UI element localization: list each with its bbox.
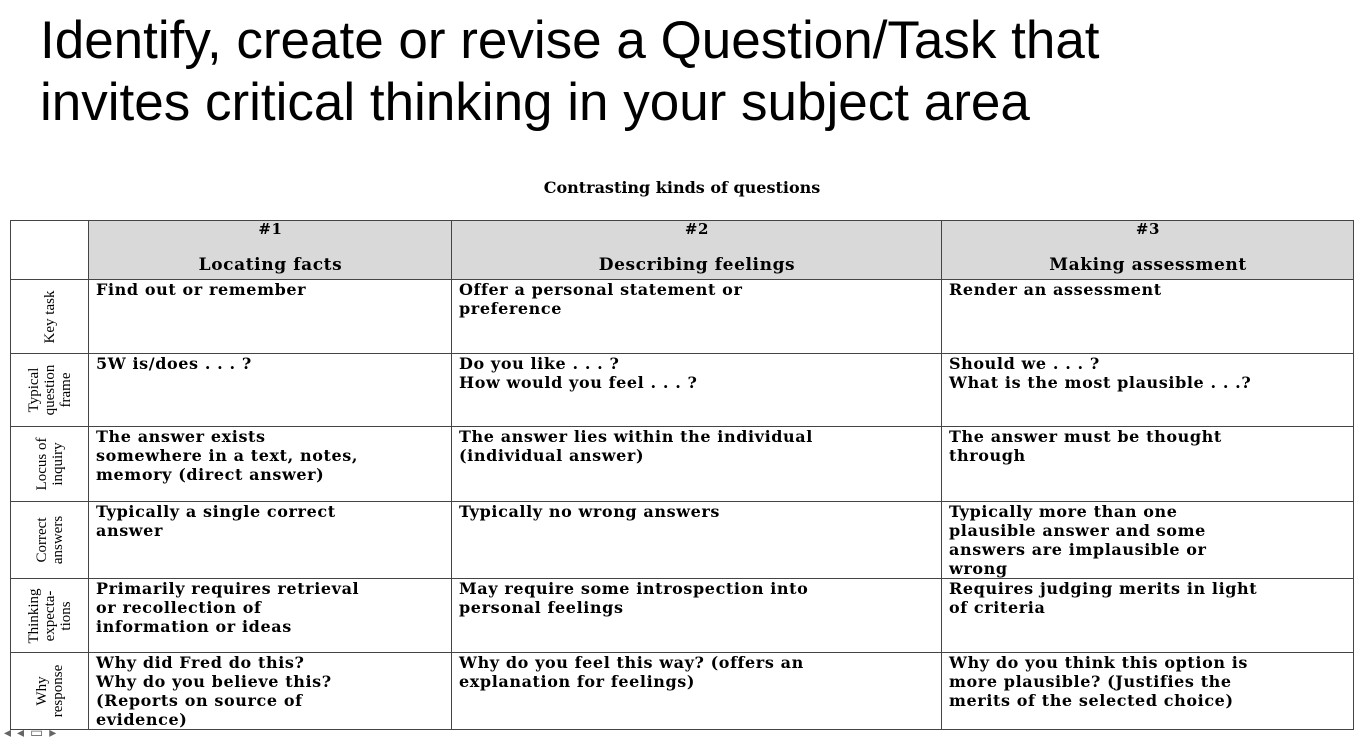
table-cell (89, 579, 452, 653)
row-header (11, 427, 89, 502)
table-cell (942, 579, 1354, 653)
row-header-line: Thinking (25, 588, 42, 643)
table-cell (942, 502, 1354, 579)
cell-line: somewhere in a text, notes, (96, 446, 359, 465)
slide-nav-controls[interactable]: ◂◂▭▸ (4, 724, 63, 740)
table-row (11, 427, 1354, 502)
table-cell (89, 653, 452, 730)
cell-line: answer (96, 521, 163, 540)
cell-line: 5W is/does . . . ? (96, 354, 252, 373)
row-header-line: Why (33, 676, 50, 706)
cell-line: Why do you feel this way? (offers an (459, 653, 804, 672)
row-header-line: Typical (25, 367, 42, 413)
table-cell (452, 653, 942, 730)
row-header (11, 502, 89, 579)
row-header (11, 579, 89, 653)
column-header-3 (942, 221, 1354, 280)
cell-line: Why do you believe this? (96, 672, 332, 691)
column-header-2 (452, 221, 942, 280)
column-number: #3 (1135, 220, 1161, 238)
table-cell (942, 427, 1354, 502)
row-header-line: Key task (41, 290, 58, 343)
row-header-line: inquiry (49, 442, 66, 486)
cell-line: The answer lies within the individual (459, 427, 813, 446)
row-header-line: answers (49, 515, 66, 565)
table-cell (89, 354, 452, 427)
table-caption: Contrasting kinds of questions (543, 178, 821, 197)
table-row (11, 502, 1354, 579)
column-name: Making assessment (1049, 255, 1247, 275)
cell-line: Should we . . . ? (949, 354, 1100, 373)
cell-line: The answer exists (96, 427, 266, 446)
cell-line: or recollection of (96, 598, 262, 617)
table-cell (452, 280, 942, 354)
cell-line: through (949, 446, 1026, 465)
column-name: Locating facts (198, 255, 343, 275)
row-header-line: tions (57, 600, 74, 631)
cell-line: preference (459, 299, 563, 318)
cell-line: information or ideas (96, 617, 292, 636)
row-header (11, 280, 89, 354)
row-header (11, 354, 89, 427)
cell-line: answers are implausible or (949, 540, 1207, 559)
table-cell (452, 354, 942, 427)
table-row (11, 579, 1354, 653)
cell-line: Render an assessment (949, 280, 1162, 299)
cell-line: May require some introspection into (459, 579, 809, 598)
slide-title-line: Identify, create or revise a Question/Task that (40, 11, 1100, 70)
cell-line: Requires judging merits in light (949, 579, 1258, 598)
column-name: Describing feelings (598, 255, 796, 275)
cell-line: merits of the selected choice) (949, 691, 1234, 710)
table-cell (89, 280, 452, 354)
column-number: #1 (258, 220, 283, 238)
cell-line: Typically more than one (949, 502, 1178, 521)
cell-line: wrong (949, 559, 1008, 578)
questions-table (10, 220, 1354, 730)
cell-line: How would you feel . . . ? (459, 373, 698, 392)
cell-line: The answer must be thought (949, 427, 1222, 446)
cell-line: evidence) (96, 710, 188, 729)
cell-line: memory (direct answer) (96, 465, 325, 484)
cell-line: What is the most plausible . . .? (949, 373, 1252, 392)
table-cell (89, 502, 452, 579)
cell-line: Find out or remember (96, 280, 307, 299)
row-header-line: Locus of (33, 437, 50, 491)
cell-line: plausible answer and some (949, 521, 1206, 540)
cell-line: personal feelings (459, 598, 624, 617)
table-cell (942, 653, 1354, 730)
table-cell (942, 280, 1354, 354)
table-corner (11, 221, 89, 280)
cell-line: Typically no wrong answers (459, 502, 720, 521)
table-cell (452, 502, 942, 579)
cell-line: Why do you think this option is (949, 653, 1249, 672)
row-header (11, 653, 89, 730)
column-header-1 (89, 221, 452, 280)
slide-title-line: invites critical thinking in your subject area (40, 73, 1030, 132)
cell-line: Primarily requires retrieval (96, 579, 360, 598)
cell-line: Typically a single correct (96, 502, 336, 521)
table-body (11, 280, 1354, 730)
cell-line: (individual answer) (459, 446, 645, 465)
cell-line: of criteria (949, 598, 1046, 617)
table-cell (452, 427, 942, 502)
row-header-line: frame (57, 372, 74, 408)
table-row (11, 354, 1354, 427)
cell-line: (Reports on source of (96, 691, 303, 710)
row-header-line: question (41, 364, 58, 416)
table-cell (942, 354, 1354, 427)
column-number: #2 (684, 220, 710, 238)
slide-title (40, 10, 1340, 134)
row-header-line: Correct (33, 517, 50, 563)
table-row (11, 280, 1354, 354)
row-header-line: expecta- (41, 590, 58, 641)
row-header-line: response (49, 664, 66, 718)
cell-line: Do you like . . . ? (459, 354, 620, 373)
cell-line: explanation for feelings) (459, 672, 696, 691)
cell-line: Why did Fred do this? (96, 653, 305, 672)
table-row (11, 653, 1354, 730)
table-cell (89, 427, 452, 502)
cell-line: more plausible? (Justifies the (949, 672, 1232, 691)
cell-line: Offer a personal statement or (459, 280, 743, 299)
table-cell (452, 579, 942, 653)
